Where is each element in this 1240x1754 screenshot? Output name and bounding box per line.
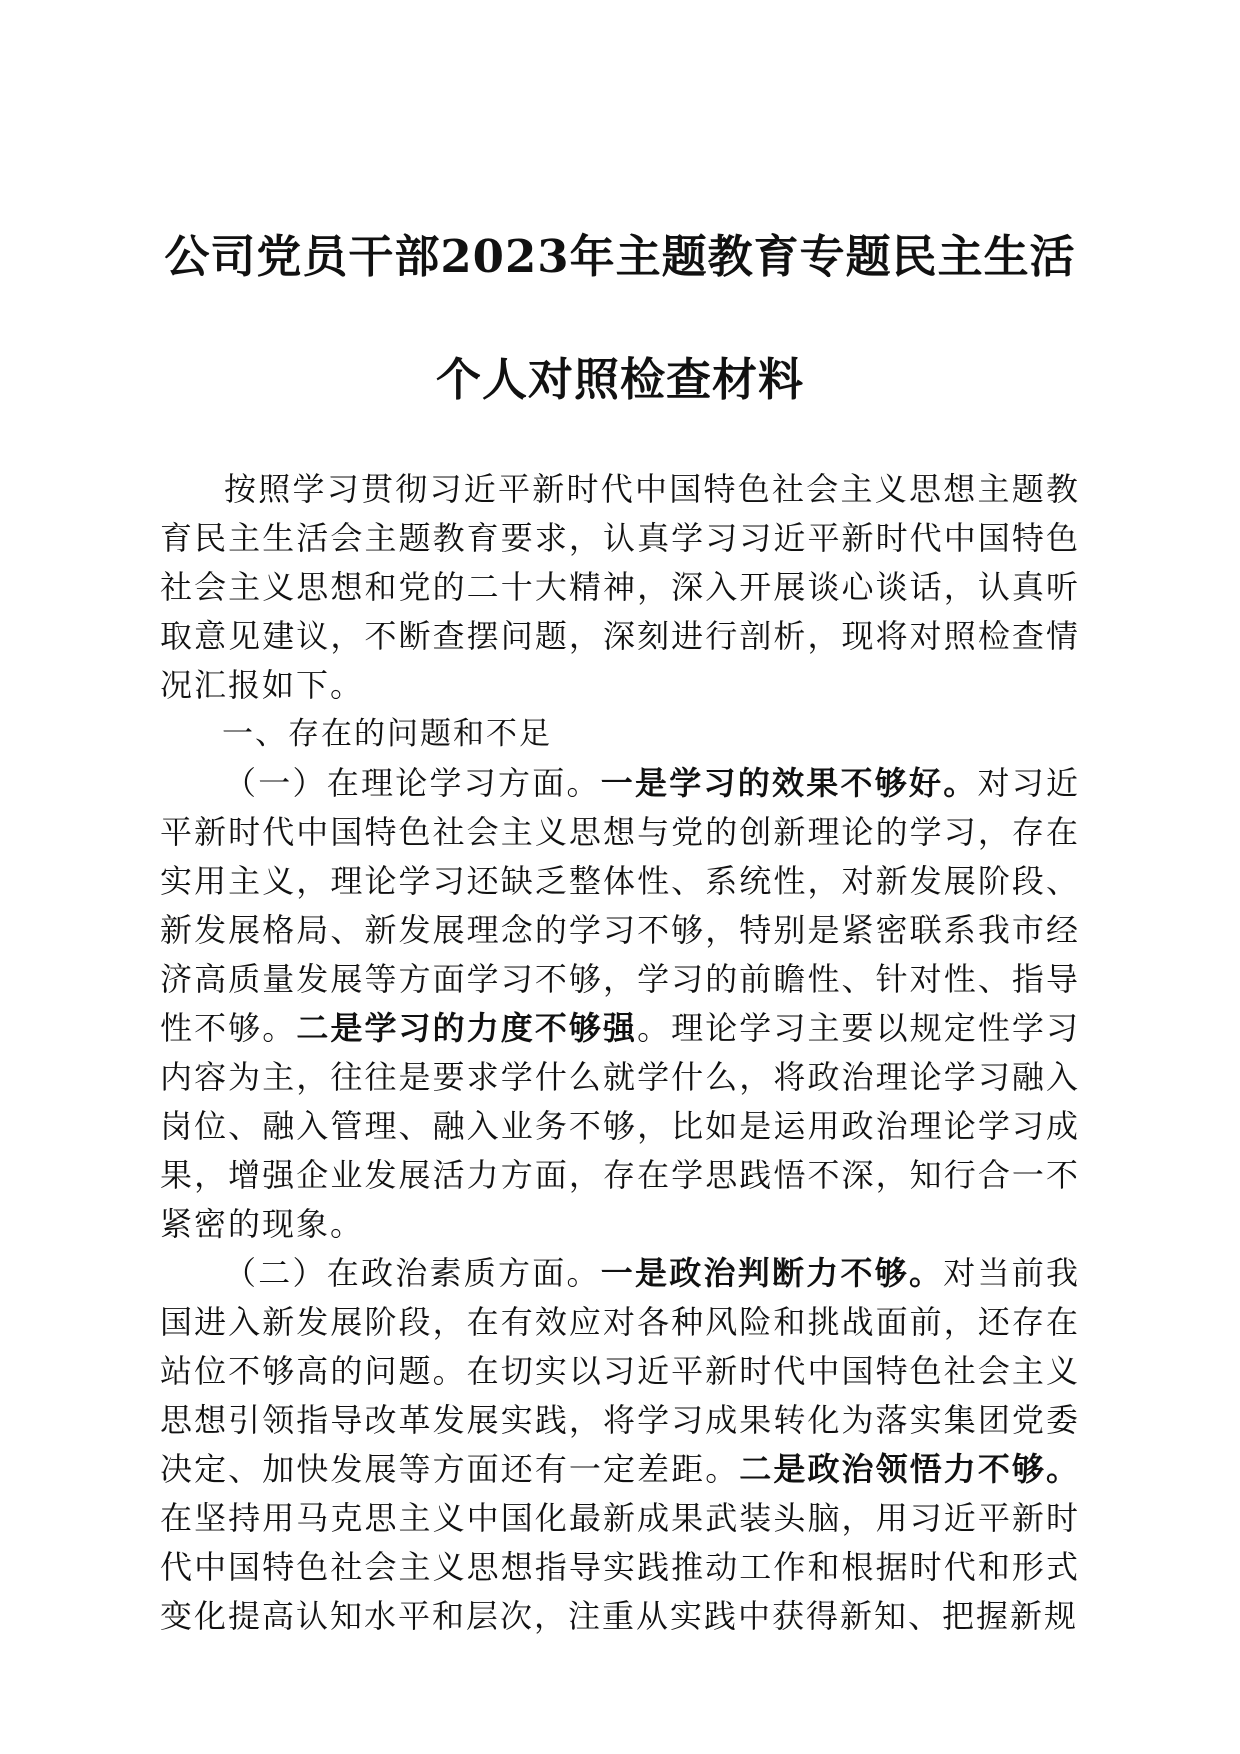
- point-heading: 一是政治判断力不够。: [600, 1254, 944, 1292]
- document-title-line-2: 个人对照检查材料: [435, 353, 804, 406]
- subsection-political-quality: [160, 1249, 1080, 1641]
- point-text: 在坚持用马克思主义中国化最新成果武装头脑，用习近平新时代中国特色社会主义思想指导实践推动工作和根据时代和形式变化提高认知水平和层次，注重从实践中获得新知、把握新规: [160, 1499, 1080, 1635]
- document-body: [160, 465, 1080, 1641]
- point-heading: 二是学习的力度不够强: [296, 1009, 638, 1047]
- point-text: 。理论学习主要以规定性学习内容为主，往往是要求学什么就学什么，将政治理论学习融入岗位、融入管理、融入业务不够，比如是运用政治理论学习成果，增强企业发展活力方面，存在学思践悟不深，知行合一不紧密的现象。: [160, 1009, 1080, 1243]
- subsection-label: （二）在政治素质方面。: [224, 1254, 601, 1292]
- section-heading: 一、存在的问题和不足: [222, 716, 552, 752]
- point-text: 对当前我国进入新发展阶段，在有效应对各种风险和挑战面前，还存在站位不够高的问题。在切实以习近平新时代中国特色社会主义思想引领指导改革发展实践，将学习成果转化为落实集团党委决定、加快发展等方面还有一定差距。: [160, 1254, 1080, 1488]
- point-text: 对习近平新时代中国特色社会主义思想与党的创新理论的学习，存在实用主义，理论学习还缺乏整体性、系统性，对新发展阶段、新发展格局、新发展理念的学习不够，特别是紧密联系我市经济高质量发展等方面学习不够，学习的前瞻性、针对性、指导性不够。: [160, 764, 1080, 1047]
- subsection-theory-study: [160, 759, 1080, 1249]
- subsection-label: （一）在理论学习方面。: [224, 764, 601, 802]
- point-heading: 二是政治领悟力不够。: [739, 1450, 1080, 1488]
- document-title-line-1: 公司党员干部2023年主题教育专题民主生活: [164, 230, 1076, 283]
- intro-paragraph: 按照学习贯彻习近平新时代中国特色社会主义思想主题教育民主生活会主题教育要求，认真学习习近平新时代中国特色社会主义思想和党的二十大精神，深入开展谈心谈话，认真听取意见建议，不断查摆问题，深刻进行剖析，现将对照检查情况汇报如下。: [160, 470, 1080, 704]
- point-heading: 一是学习的效果不够好。: [600, 764, 978, 802]
